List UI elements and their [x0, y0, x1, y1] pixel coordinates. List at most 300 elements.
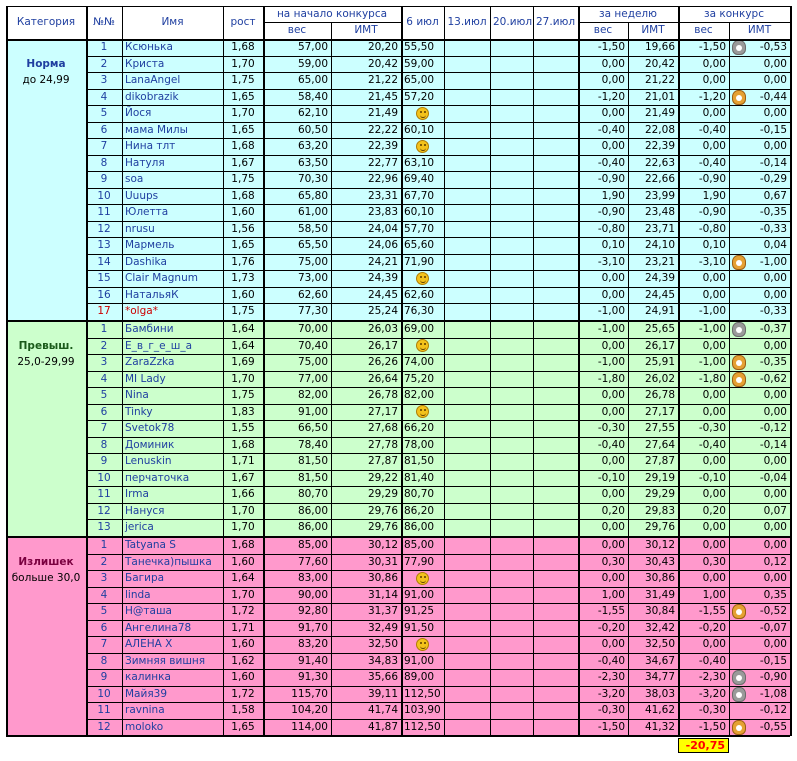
contest-weight-change: -0,40 [698, 438, 726, 451]
weigh-in-value: 82,00 [404, 389, 435, 401]
grid-line [86, 620, 790, 621]
row-number: 5 [100, 389, 108, 401]
week-weight-change: -1,00 [597, 323, 625, 335]
contest-bmi-change: -0,52 [759, 605, 787, 617]
height-value: 1,70 [231, 372, 255, 385]
grid-line [729, 22, 730, 736]
start-bmi: 21,45 [367, 90, 398, 103]
start-weight: 86,00 [297, 504, 328, 517]
contest-weight-change: -1,00 [698, 323, 726, 335]
week-weight-change: 0,00 [601, 488, 625, 500]
header-start-bmi: ИМТ [354, 24, 378, 36]
start-bmi: 26,26 [367, 356, 398, 368]
height-value: 1,65 [231, 720, 255, 733]
week-bmi: 24,91 [644, 305, 675, 317]
row-number: 10 [97, 189, 111, 202]
weigh-in-value: 55,50 [404, 41, 435, 53]
height-value: 1,67 [231, 156, 255, 169]
weigh-in-value: 69,40 [404, 173, 435, 185]
week-weight-change: 0,00 [601, 521, 625, 533]
height-value: 1,64 [231, 572, 255, 584]
participant-name: Е_в_г_е_ш_а [125, 339, 193, 352]
start-bmi: 29,76 [367, 521, 398, 533]
contest-bmi-change: -0,55 [759, 720, 787, 733]
contest-bmi-change: -0,04 [759, 471, 787, 484]
contest-bmi-change: -1,08 [759, 687, 787, 700]
row-number: 4 [100, 372, 108, 385]
gold-medal-icon [732, 255, 746, 270]
week-bmi: 23,21 [644, 255, 675, 268]
total-weight-loss: -20,75 [678, 738, 729, 753]
contest-bmi-change: -0,14 [759, 438, 787, 451]
height-value: 1,68 [231, 438, 255, 451]
row-number: 16 [97, 288, 111, 301]
header-date: 13.июл [447, 16, 487, 28]
week-weight-change: -1,00 [597, 356, 625, 368]
smiley-icon [416, 272, 429, 285]
height-value: 1,73 [231, 272, 255, 284]
header-number: №№ [93, 16, 115, 28]
grid-line [86, 89, 790, 90]
contest-weight-change: -0,10 [698, 471, 726, 484]
start-weight: 86,00 [297, 521, 328, 533]
start-weight: 61,00 [297, 206, 328, 218]
contest-weight-change: -0,40 [698, 123, 726, 136]
participant-name: Бамбини [125, 323, 174, 335]
week-weight-change: -1,80 [597, 372, 625, 385]
week-weight-change: -1,55 [597, 605, 625, 617]
grid-line [401, 6, 403, 736]
header-name: Имя [161, 16, 184, 28]
week-bmi: 22,66 [644, 173, 675, 185]
grid-line [490, 6, 491, 736]
participant-name: Н@таша [125, 605, 172, 617]
start-bmi: 22,96 [367, 173, 398, 185]
week-weight-change: -0,80 [597, 222, 625, 235]
grid-line [86, 303, 790, 304]
height-value: 1,68 [231, 539, 255, 551]
week-bmi: 21,49 [644, 107, 675, 119]
contest-bmi-change: -0,44 [759, 90, 787, 103]
contest-bmi-change: -0,33 [759, 222, 787, 235]
week-bmi: 25,91 [644, 356, 675, 368]
row-number: 12 [97, 720, 111, 733]
participant-name: MI Lady [125, 372, 166, 385]
contest-weight-change: 0,30 [702, 555, 726, 568]
header-start-weight: вес [287, 24, 307, 36]
row-number: 4 [100, 588, 108, 601]
row-number: 13 [97, 239, 111, 251]
start-weight: 75,00 [297, 255, 328, 268]
grid-line [86, 702, 790, 703]
weigh-in-value: 59,00 [404, 57, 435, 70]
start-weight: 65,80 [297, 189, 328, 202]
start-bmi: 29,22 [367, 471, 398, 484]
contest-bmi-change: 0,00 [763, 272, 787, 284]
contest-bmi-change: -0,62 [759, 372, 787, 385]
contest-weight-change: 0,00 [702, 107, 726, 119]
weigh-in-value: 57,70 [404, 222, 435, 235]
row-number: 12 [97, 222, 111, 235]
week-bmi: 23,71 [644, 222, 675, 235]
category-range: больше 30,0 [11, 572, 81, 584]
weigh-in-value: 65,60 [404, 239, 435, 251]
start-weight: 70,30 [297, 173, 328, 185]
week-weight-change: 0,00 [601, 339, 625, 352]
participant-name: Танечка)пышка [125, 555, 212, 568]
participant-name: Мармель [125, 239, 175, 251]
grid-line [86, 719, 790, 720]
start-weight: 70,00 [297, 323, 328, 335]
participant-name: Юлетта [125, 206, 169, 218]
grid-line [86, 122, 790, 123]
weigh-in-value: 76,30 [404, 305, 435, 317]
gold-medal-icon [732, 90, 746, 105]
week-bmi: 24,39 [644, 272, 675, 284]
start-bmi: 24,21 [367, 255, 398, 268]
grid-line [533, 6, 534, 736]
participant-name: nrusu [125, 222, 155, 235]
height-value: 1,55 [231, 422, 255, 434]
contest-weight-change: 0,00 [702, 389, 726, 401]
weigh-in-value: 85,00 [404, 539, 435, 551]
contest-bmi-change: -0,15 [759, 123, 787, 136]
start-weight: 92,80 [297, 605, 328, 617]
start-weight: 114,00 [291, 720, 328, 733]
contest-weight-change: 0,00 [702, 339, 726, 352]
participant-name: Криста [125, 57, 165, 70]
start-weight: 70,40 [297, 339, 328, 352]
grid-line [122, 6, 123, 736]
participant-name: LanaAngel [125, 74, 181, 86]
contest-weight-change: -0,90 [698, 206, 726, 218]
contest-bmi-change: 0,00 [763, 488, 787, 500]
row-number: 2 [100, 57, 108, 70]
start-weight: 81,50 [297, 471, 328, 484]
week-bmi: 34,77 [644, 671, 675, 683]
contest-bmi-change: -0,35 [759, 206, 787, 218]
grid-line [86, 686, 790, 687]
contest-weight-change: -0,40 [698, 156, 726, 169]
grid-line [86, 437, 790, 438]
start-weight: 115,70 [291, 687, 328, 700]
week-weight-change: 0,10 [601, 239, 625, 251]
contest-weight-change: 0,00 [702, 455, 726, 467]
week-bmi: 29,83 [644, 504, 675, 517]
row-number: 11 [97, 704, 111, 716]
participant-name: jerica [125, 521, 154, 533]
row-number: 6 [100, 123, 108, 136]
participant-name: Нануся [125, 504, 165, 517]
week-bmi: 30,12 [644, 539, 675, 551]
week-weight-change: -0,40 [597, 654, 625, 667]
participant-name: moloko [125, 720, 164, 733]
grid-line [86, 204, 790, 205]
week-bmi: 21,01 [644, 90, 675, 103]
contest-weight-change: -1,80 [698, 372, 726, 385]
week-bmi: 25,65 [644, 323, 675, 335]
grid-line [86, 287, 790, 288]
grid-line [263, 22, 401, 23]
week-weight-change: 0,00 [601, 272, 625, 284]
week-weight-change: -1,00 [597, 305, 625, 317]
row-number: 12 [97, 504, 111, 517]
contest-weight-change: -1,00 [698, 356, 726, 368]
contest-bmi-change: 0,00 [763, 405, 787, 418]
grid-line [86, 587, 790, 588]
start-weight: 66,50 [297, 422, 328, 434]
row-number: 1 [100, 539, 108, 551]
row-number: 2 [100, 339, 108, 352]
week-weight-change: 0,00 [601, 572, 625, 584]
gold-medal-icon [732, 372, 746, 387]
weigh-in-value: 91,25 [404, 605, 435, 617]
weigh-in-value: 67,70 [404, 189, 435, 202]
start-weight: 77,60 [297, 555, 328, 568]
participant-name: Lenuskin [125, 455, 172, 467]
grid-line [86, 519, 790, 520]
grid-line [86, 371, 790, 372]
week-bmi: 30,84 [644, 605, 675, 617]
category-range: до 24,99 [22, 74, 70, 86]
week-weight-change: -0,10 [597, 471, 625, 484]
start-bmi: 30,31 [367, 555, 398, 568]
weigh-in-value: 62,60 [404, 288, 435, 301]
start-weight: 60,50 [297, 123, 328, 136]
start-weight: 90,00 [297, 588, 328, 601]
header-contest-bmi: ИМТ [747, 24, 772, 36]
participant-name: Доминик [125, 438, 175, 451]
start-bmi: 32,50 [367, 638, 398, 650]
contest-bmi-change: -0,90 [759, 671, 787, 683]
contest-bmi-change: 0,67 [763, 189, 787, 202]
contest-bmi-change: -0,29 [759, 173, 787, 185]
start-weight: 62,60 [297, 288, 328, 301]
grid-line [86, 254, 790, 255]
contest-bmi-change: 0,00 [763, 572, 787, 584]
start-weight: 63,50 [297, 156, 328, 169]
row-number: 17 [97, 305, 111, 317]
week-bmi: 27,64 [644, 438, 675, 451]
row-number: 11 [97, 206, 111, 218]
participant-name: Dashika [125, 255, 167, 268]
weigh-in-value: 86,00 [404, 521, 435, 533]
height-value: 1,71 [231, 455, 255, 467]
weigh-in-missing [401, 105, 444, 122]
contest-weight-change: 0,00 [702, 57, 726, 70]
week-weight-change: -0,40 [597, 156, 625, 169]
participant-name: Натуля [125, 156, 165, 169]
header-height: рост [230, 16, 256, 28]
start-weight: 62,10 [297, 107, 328, 119]
row-number: 1 [100, 323, 108, 335]
header-category: Категория [16, 16, 76, 28]
grid-line [86, 387, 790, 388]
start-bmi: 27,17 [367, 405, 398, 418]
participant-name: linda [125, 588, 151, 601]
week-weight-change: -3,20 [597, 687, 625, 700]
row-number: 8 [100, 654, 108, 667]
grid-line [86, 354, 790, 355]
header-week-bmi: ИМТ [641, 24, 665, 36]
weigh-in-value: 65,00 [404, 74, 435, 86]
row-number: 4 [100, 90, 108, 103]
week-bmi: 29,76 [644, 521, 675, 533]
start-weight: 80,70 [297, 488, 328, 500]
participant-name: Ангелина78 [125, 621, 192, 634]
weigh-in-value: 103,90 [404, 704, 441, 716]
week-weight-change: 0,00 [601, 389, 625, 401]
start-weight: 57,00 [297, 41, 328, 53]
height-value: 1,60 [231, 555, 255, 568]
row-number: 7 [100, 140, 108, 152]
week-weight-change: -0,90 [597, 173, 625, 185]
height-value: 1,60 [231, 206, 255, 218]
start-bmi: 20,20 [367, 41, 398, 53]
participant-name: перчаточка [125, 471, 190, 484]
contest-bmi-change: 0,00 [763, 107, 787, 119]
participant-name: soa [125, 173, 144, 185]
weigh-in-value: 91,00 [404, 654, 435, 667]
row-number: 5 [100, 107, 108, 119]
contest-bmi-change: 0,00 [763, 74, 787, 86]
grid-line [223, 6, 224, 736]
week-weight-change: 0,00 [601, 107, 625, 119]
start-weight: 75,00 [297, 356, 328, 368]
contest-weight-change: -1,50 [698, 41, 726, 53]
contest-bmi-change: 0,00 [763, 539, 787, 551]
grid-line [86, 453, 790, 454]
grid-line [6, 39, 790, 41]
row-number: 8 [100, 156, 108, 169]
start-weight: 58,40 [297, 90, 328, 103]
start-bmi: 23,83 [367, 206, 398, 218]
weigh-in-value: 60,10 [404, 206, 435, 218]
week-bmi: 23,48 [644, 206, 675, 218]
grid-line [86, 404, 790, 405]
start-bmi: 21,49 [367, 107, 398, 119]
start-weight: 78,40 [297, 438, 328, 451]
height-value: 1,83 [231, 405, 255, 418]
week-bmi: 31,49 [644, 588, 675, 601]
participant-name: Tatyana S [125, 539, 176, 551]
participant-name: НатальяК [125, 288, 179, 301]
grid-line [86, 554, 790, 555]
smiley-icon [416, 572, 429, 585]
start-bmi: 29,29 [367, 488, 398, 500]
participant-name: *olga* [125, 305, 158, 317]
grid-line [790, 6, 792, 736]
contest-weight-change: 0,00 [702, 74, 726, 86]
week-bmi: 26,78 [644, 389, 675, 401]
grid-line [86, 105, 790, 106]
contest-bmi-change: -0,35 [759, 356, 787, 368]
contest-bmi-change: 0,00 [763, 57, 787, 70]
start-bmi: 31,37 [367, 605, 398, 617]
height-value: 1,70 [231, 107, 255, 119]
row-number: 7 [100, 638, 108, 650]
height-value: 1,70 [231, 588, 255, 601]
week-weight-change: -0,40 [597, 123, 625, 136]
height-value: 1,75 [231, 305, 255, 317]
contest-weight-change: 0,00 [702, 272, 726, 284]
grid-line [86, 603, 790, 604]
row-number: 10 [97, 471, 111, 484]
row-number: 9 [100, 671, 108, 683]
week-bmi: 34,67 [644, 654, 675, 667]
contest-bmi-change: 0,12 [763, 555, 787, 568]
weigh-in-missing [401, 138, 444, 155]
grid-line [86, 338, 790, 339]
week-bmi: 26,17 [644, 339, 675, 352]
contest-bmi-change: -1,00 [759, 255, 787, 268]
start-bmi: 35,66 [367, 671, 398, 683]
week-bmi: 32,50 [644, 638, 675, 650]
height-value: 1,69 [231, 356, 255, 368]
header-week-weight: вес [593, 24, 613, 36]
weigh-in-value: 57,20 [404, 90, 435, 103]
start-bmi: 29,76 [367, 504, 398, 517]
height-value: 1,58 [231, 704, 255, 716]
height-value: 1,64 [231, 339, 255, 352]
start-weight: 65,00 [297, 74, 328, 86]
row-number: 7 [100, 422, 108, 434]
silver-medal-icon [732, 670, 746, 685]
contest-weight-change: -0,20 [698, 621, 726, 634]
weigh-in-value: 91,00 [404, 588, 435, 601]
week-weight-change: -1,50 [597, 720, 625, 733]
smiley-icon [416, 638, 429, 651]
grid-line [86, 653, 790, 654]
start-weight: 104,20 [291, 704, 328, 716]
week-weight-change: -2,30 [597, 671, 625, 683]
start-weight: 65,50 [297, 239, 328, 251]
row-number: 9 [100, 455, 108, 467]
contest-weight-change: 0,00 [702, 521, 726, 533]
week-weight-change: 0,30 [601, 555, 625, 568]
silver-medal-icon [732, 687, 746, 702]
contest-weight-change: -1,00 [698, 305, 726, 317]
grid-line [86, 138, 790, 139]
weigh-in-value: 112,50 [404, 687, 441, 700]
start-bmi: 24,06 [367, 239, 398, 251]
start-bmi: 30,12 [367, 539, 398, 551]
week-weight-change: 0,20 [601, 504, 625, 517]
contest-bmi-change: 0,00 [763, 339, 787, 352]
weigh-in-value: 81,50 [404, 455, 435, 467]
start-weight: 58,50 [297, 222, 328, 235]
contest-bmi-change: 0,00 [763, 389, 787, 401]
weigh-in-value: 74,00 [404, 356, 435, 368]
week-weight-change: 0,00 [601, 455, 625, 467]
week-weight-change: -0,30 [597, 422, 625, 434]
contest-weight-change: -0,90 [698, 173, 726, 185]
week-bmi: 41,32 [644, 720, 675, 733]
grid-line [678, 6, 680, 736]
contest-bmi-change: 0,35 [763, 588, 787, 601]
header-date: 6 июл [406, 16, 439, 28]
row-number: 13 [97, 521, 111, 533]
start-weight: 91,00 [297, 405, 328, 418]
grid-line [6, 536, 790, 538]
week-weight-change: -0,20 [597, 621, 625, 634]
start-weight: 82,00 [297, 389, 328, 401]
contest-weight-change: 0,00 [702, 488, 726, 500]
height-value: 1,76 [231, 255, 255, 268]
start-bmi: 24,04 [367, 222, 398, 235]
week-weight-change: 0,00 [601, 405, 625, 418]
participant-name: Irma [125, 488, 149, 500]
